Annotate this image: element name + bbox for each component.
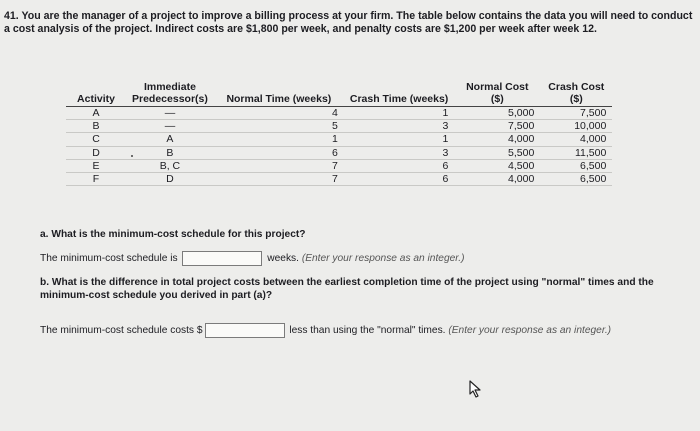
cell-normal-cost: 4,000 bbox=[454, 173, 540, 186]
cell-crash-time: 1 bbox=[344, 133, 454, 146]
cell-crash-cost: 6,500 bbox=[540, 173, 612, 186]
cell-crash-time: 1 bbox=[344, 107, 454, 120]
cell-activity: C bbox=[66, 133, 126, 146]
part-a-answer-line bbox=[40, 251, 465, 266]
table-row bbox=[66, 173, 612, 186]
cell-predecessor: A bbox=[126, 133, 214, 146]
cell-crash-time: 6 bbox=[344, 159, 454, 172]
cell-normal-time: 7 bbox=[214, 159, 344, 172]
cell-activity: D bbox=[66, 146, 126, 159]
cell-normal-time: 4 bbox=[214, 107, 344, 120]
schedule-weeks-input[interactable] bbox=[182, 251, 262, 266]
cell-normal-cost: 4,500 bbox=[454, 159, 540, 172]
cell-crash-cost: 10,000 bbox=[540, 120, 612, 133]
part-b-suffix: less than using the "normal" times. bbox=[289, 325, 446, 337]
stray-dot bbox=[131, 155, 133, 157]
cell-activity: B bbox=[66, 120, 126, 133]
header-activity: Activity bbox=[66, 81, 126, 107]
cell-normal-cost: 5,500 bbox=[454, 146, 540, 159]
header-crash-cost: Crash Cost ($) bbox=[540, 81, 612, 107]
part-b-question: b. What is the difference in total project costs between the earliest completion time of the project using "normal" times and the minimum-cost schedule you derived in part (a)? bbox=[40, 277, 654, 301]
cell-crash-time: 6 bbox=[344, 173, 454, 186]
part-a-hint: (Enter your response as an integer.) bbox=[301, 253, 465, 265]
part-b-prefix: The minimum-cost schedule costs $ bbox=[40, 325, 203, 337]
question-text bbox=[4, 10, 694, 36]
cost-table bbox=[66, 81, 612, 186]
header-predecessors: Immediate Predecessor(s) bbox=[126, 81, 214, 107]
cell-activity: F bbox=[66, 173, 126, 186]
cell-predecessor: B, C bbox=[126, 159, 214, 172]
cost-difference-input[interactable] bbox=[205, 323, 285, 338]
part-a-question: a. What is the minimum-cost schedule for this project? bbox=[40, 229, 306, 240]
question-body: You are the manager of a project to improve a billing process at your firm. The table below contains the data you will need to conduct a cost analysis of the project. Indirect costs are $1,800 per week, and penalty costs are $1,200 per week after week 12. bbox=[4, 10, 693, 35]
cell-activity: E bbox=[66, 159, 126, 172]
cell-crash-cost: 11,500 bbox=[540, 146, 612, 159]
cell-normal-time: 5 bbox=[214, 120, 344, 133]
cell-crash-cost: 7,500 bbox=[540, 107, 612, 120]
cell-crash-time: 3 bbox=[344, 120, 454, 133]
cell-crash-cost: 6,500 bbox=[540, 159, 612, 172]
cell-crash-cost: 4,000 bbox=[540, 133, 612, 146]
cell-activity: A bbox=[66, 107, 126, 120]
cell-normal-time: 7 bbox=[214, 173, 344, 186]
mouse-cursor-icon bbox=[468, 380, 482, 403]
cell-normal-time: 6 bbox=[214, 146, 344, 159]
cell-predecessor: D bbox=[126, 173, 214, 186]
part-b-hint: (Enter your response as an integer.) bbox=[448, 325, 612, 337]
table-row bbox=[66, 159, 612, 172]
cell-predecessor: — bbox=[126, 120, 214, 133]
cell-normal-cost: 4,000 bbox=[454, 133, 540, 146]
table-row bbox=[66, 146, 612, 159]
header-normal-cost: Normal Cost ($) bbox=[454, 81, 540, 107]
cell-normal-time: 1 bbox=[214, 133, 344, 146]
cell-predecessor: B bbox=[126, 146, 214, 159]
table-row bbox=[66, 107, 612, 120]
header-crash-time: Crash Time (weeks) bbox=[344, 81, 454, 107]
table-row bbox=[66, 133, 612, 146]
table-header-row bbox=[66, 81, 612, 107]
table-row bbox=[66, 120, 612, 133]
cell-normal-cost: 7,500 bbox=[454, 120, 540, 133]
question-number: 41. bbox=[4, 10, 19, 22]
header-normal-time: Normal Time (weeks) bbox=[214, 81, 344, 107]
cell-crash-time: 3 bbox=[344, 146, 454, 159]
part-a-suffix: weeks. bbox=[267, 253, 299, 265]
part-b-answer-line bbox=[40, 323, 660, 338]
cell-predecessor: — bbox=[126, 107, 214, 120]
cell-normal-cost: 5,000 bbox=[454, 107, 540, 120]
part-a-prefix: The minimum-cost schedule is bbox=[40, 253, 178, 265]
